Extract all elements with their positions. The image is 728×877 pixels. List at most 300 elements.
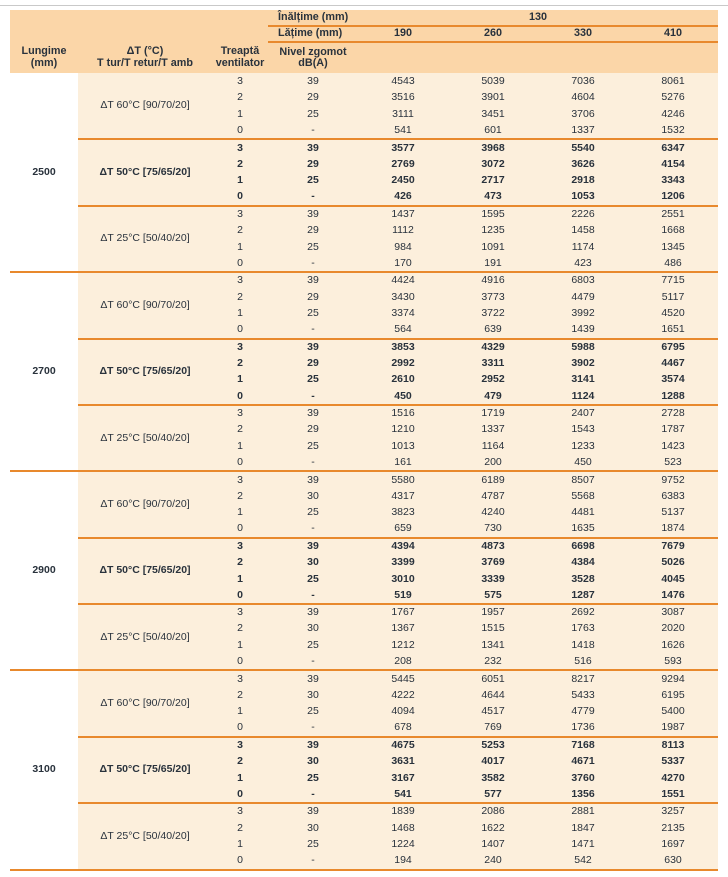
- value-cell-330: 3141: [538, 372, 628, 389]
- value-cell-190: 5580: [358, 471, 448, 488]
- value-cell-260: 4916: [448, 272, 538, 289]
- value-cell-330: 7168: [538, 737, 628, 754]
- value-cell-260: 1595: [448, 206, 538, 223]
- value-cell-330: 4481: [538, 504, 628, 521]
- value-cell-410: 1551: [628, 787, 718, 804]
- value-cell-190: 4317: [358, 488, 448, 505]
- value-cell-330: 5433: [538, 687, 628, 704]
- value-cell-410: 3574: [628, 372, 718, 389]
- noise-db-cell: 29: [268, 355, 358, 372]
- value-cell-330: 1439: [538, 322, 628, 339]
- noise-db-cell: 39: [268, 604, 358, 621]
- table-row: [10, 604, 718, 621]
- value-cell-410: 3087: [628, 604, 718, 621]
- value-cell-410: 5026: [628, 554, 718, 571]
- noise-db-cell: -: [268, 587, 358, 604]
- value-cell-260: 4329: [448, 339, 538, 356]
- table-row: [10, 206, 718, 223]
- value-cell-190: 1224: [358, 836, 448, 853]
- noise-db-cell: 30: [268, 687, 358, 704]
- value-cell-260: 639: [448, 322, 538, 339]
- value-cell-260: 3582: [448, 770, 538, 787]
- value-cell-190: 659: [358, 521, 448, 538]
- value-cell-260: 191: [448, 256, 538, 273]
- value-cell-410: 3343: [628, 173, 718, 190]
- noise-db-cell: -: [268, 521, 358, 538]
- value-cell-190: 4424: [358, 272, 448, 289]
- fan-step-cell: 0: [212, 455, 268, 472]
- value-cell-260: 601: [448, 123, 538, 140]
- noise-db-cell: -: [268, 654, 358, 671]
- value-cell-190: 2610: [358, 372, 448, 389]
- value-cell-190: 3631: [358, 753, 448, 770]
- fan-step-cell: 0: [212, 123, 268, 140]
- value-cell-410: 3257: [628, 803, 718, 820]
- delta-t-group-cell: ΔT 60°C [90/70/20]: [78, 73, 212, 139]
- value-cell-330: 3902: [538, 355, 628, 372]
- noise-db-cell: 30: [268, 753, 358, 770]
- fan-step-cell: 0: [212, 388, 268, 405]
- value-cell-330: 3760: [538, 770, 628, 787]
- fan-step-cell: 3: [212, 670, 268, 687]
- value-cell-410: 6383: [628, 488, 718, 505]
- value-cell-410: 486: [628, 256, 718, 273]
- value-cell-260: 1341: [448, 637, 538, 654]
- value-cell-330: 5988: [538, 339, 628, 356]
- value-cell-190: 5445: [358, 670, 448, 687]
- value-cell-190: 1468: [358, 820, 448, 837]
- value-cell-410: 5400: [628, 704, 718, 721]
- fan-step-column-header: Treaptă ventilator: [212, 42, 268, 73]
- fan-step-cell: 1: [212, 305, 268, 322]
- fan-step-cell: 2: [212, 222, 268, 239]
- value-cell-260: 2952: [448, 372, 538, 389]
- value-cell-190: 1013: [358, 438, 448, 455]
- noise-db-cell: -: [268, 388, 358, 405]
- noise-db-cell: 25: [268, 372, 358, 389]
- table-header: [10, 10, 718, 73]
- noise-db-cell: 25: [268, 305, 358, 322]
- value-cell-330: 8217: [538, 670, 628, 687]
- value-cell-260: 479: [448, 388, 538, 405]
- length-column-header: Lungime (mm): [10, 42, 78, 73]
- value-cell-330: 1124: [538, 388, 628, 405]
- value-cell-190: 426: [358, 189, 448, 206]
- noise-db-cell: 39: [268, 538, 358, 555]
- fan-step-cell: 3: [212, 139, 268, 156]
- value-cell-260: 3722: [448, 305, 538, 322]
- length-value-cell: 2900: [10, 471, 78, 670]
- value-cell-260: 1957: [448, 604, 538, 621]
- value-cell-330: 1763: [538, 621, 628, 638]
- fan-step-cell: 0: [212, 322, 268, 339]
- table-row: [10, 272, 718, 289]
- fan-step-cell: 0: [212, 587, 268, 604]
- value-cell-330: 542: [538, 853, 628, 870]
- value-cell-190: 3399: [358, 554, 448, 571]
- fan-step-cell: 1: [212, 106, 268, 123]
- width-label: Lățime (mm): [268, 26, 358, 42]
- value-cell-330: 1418: [538, 637, 628, 654]
- header-row-height: [10, 10, 718, 26]
- value-cell-190: 564: [358, 322, 448, 339]
- value-cell-260: 3339: [448, 571, 538, 588]
- value-cell-330: 5568: [538, 488, 628, 505]
- fan-step-cell: 3: [212, 538, 268, 555]
- noise-db-cell: 25: [268, 770, 358, 787]
- value-cell-260: 3773: [448, 289, 538, 306]
- value-cell-260: 769: [448, 720, 538, 737]
- noise-db-cell: 30: [268, 554, 358, 571]
- value-cell-190: 3010: [358, 571, 448, 588]
- value-cell-330: 3528: [538, 571, 628, 588]
- value-cell-260: 5039: [448, 73, 538, 90]
- value-cell-330: 4384: [538, 554, 628, 571]
- value-cell-330: 1543: [538, 421, 628, 438]
- fan-step-cell: 0: [212, 654, 268, 671]
- value-cell-190: 3823: [358, 504, 448, 521]
- value-cell-330: 2692: [538, 604, 628, 621]
- value-cell-190: 3374: [358, 305, 448, 322]
- noise-db-cell: -: [268, 787, 358, 804]
- value-cell-410: 5117: [628, 289, 718, 306]
- value-cell-260: 232: [448, 654, 538, 671]
- value-cell-190: 541: [358, 787, 448, 804]
- value-cell-190: 1767: [358, 604, 448, 621]
- value-cell-260: 730: [448, 521, 538, 538]
- value-cell-410: 593: [628, 654, 718, 671]
- value-cell-260: 3311: [448, 355, 538, 372]
- value-cell-410: 4246: [628, 106, 718, 123]
- fan-step-cell: 0: [212, 720, 268, 737]
- value-cell-190: 4094: [358, 704, 448, 721]
- noise-db-cell: 25: [268, 836, 358, 853]
- width-col-330: 330: [538, 26, 628, 42]
- value-cell-410: 5337: [628, 753, 718, 770]
- fan-step-cell: 0: [212, 521, 268, 538]
- value-cell-260: 1337: [448, 421, 538, 438]
- noise-db-cell: 29: [268, 156, 358, 173]
- value-cell-190: 4394: [358, 538, 448, 555]
- fan-step-cell: 2: [212, 687, 268, 704]
- fan-step-cell: 1: [212, 239, 268, 256]
- height-label: Înălțime (mm): [268, 10, 358, 26]
- value-cell-410: 8113: [628, 737, 718, 754]
- value-cell-410: 4154: [628, 156, 718, 173]
- value-cell-190: 1839: [358, 803, 448, 820]
- value-cell-190: 2992: [358, 355, 448, 372]
- value-cell-260: 1719: [448, 405, 538, 422]
- noise-db-cell: 39: [268, 339, 358, 356]
- noise-db-cell: 29: [268, 421, 358, 438]
- noise-db-cell: -: [268, 189, 358, 206]
- noise-db-cell: -: [268, 853, 358, 870]
- noise-db-cell: 25: [268, 239, 358, 256]
- fan-step-cell: 1: [212, 836, 268, 853]
- value-cell-410: 5137: [628, 504, 718, 521]
- value-cell-330: 1471: [538, 836, 628, 853]
- value-cell-410: 7679: [628, 538, 718, 555]
- noise-db-cell: 25: [268, 173, 358, 190]
- value-cell-410: 1206: [628, 189, 718, 206]
- value-cell-410: 630: [628, 853, 718, 870]
- value-cell-330: 1287: [538, 587, 628, 604]
- value-cell-410: 1651: [628, 322, 718, 339]
- value-cell-410: 5276: [628, 90, 718, 107]
- value-cell-330: 4604: [538, 90, 628, 107]
- value-cell-260: 4787: [448, 488, 538, 505]
- delta-t-group-cell: ΔT 25°C [50/40/20]: [78, 206, 212, 272]
- value-cell-190: 2769: [358, 156, 448, 173]
- noise-db-cell: 25: [268, 571, 358, 588]
- value-cell-330: 1356: [538, 787, 628, 804]
- value-cell-260: 4644: [448, 687, 538, 704]
- fan-step-cell: 1: [212, 704, 268, 721]
- fan-step-cell: 3: [212, 272, 268, 289]
- value-cell-410: 1787: [628, 421, 718, 438]
- value-cell-410: 4467: [628, 355, 718, 372]
- value-cell-410: 1423: [628, 438, 718, 455]
- noise-db-cell: 29: [268, 289, 358, 306]
- delta-t-column-header: ΔT (°C) T tur/T retur/T amb: [78, 42, 212, 73]
- value-cell-190: 3167: [358, 770, 448, 787]
- value-cell-410: 2135: [628, 820, 718, 837]
- value-cell-260: 1235: [448, 222, 538, 239]
- fan-step-cell: 1: [212, 571, 268, 588]
- value-cell-190: 3516: [358, 90, 448, 107]
- value-cell-410: 7715: [628, 272, 718, 289]
- value-cell-410: 4520: [628, 305, 718, 322]
- table-row: [10, 737, 718, 754]
- value-cell-330: 2881: [538, 803, 628, 820]
- table-row: [10, 803, 718, 820]
- value-cell-410: 1697: [628, 836, 718, 853]
- length-value-cell: 2500: [10, 73, 78, 272]
- fan-step-cell: 1: [212, 173, 268, 190]
- length-value-cell: 3100: [10, 670, 78, 869]
- value-cell-330: 1458: [538, 222, 628, 239]
- fan-step-cell: 3: [212, 339, 268, 356]
- value-cell-330: 4671: [538, 753, 628, 770]
- value-cell-410: 1476: [628, 587, 718, 604]
- fan-step-cell: 2: [212, 488, 268, 505]
- value-cell-410: 1987: [628, 720, 718, 737]
- fan-step-cell: 3: [212, 604, 268, 621]
- value-cell-190: 3853: [358, 339, 448, 356]
- value-cell-330: 2918: [538, 173, 628, 190]
- value-cell-330: 2226: [538, 206, 628, 223]
- value-cell-190: 208: [358, 654, 448, 671]
- header-row-width: [10, 26, 718, 42]
- noise-db-cell: -: [268, 720, 358, 737]
- table-row: [10, 670, 718, 687]
- value-cell-190: 519: [358, 587, 448, 604]
- value-cell-190: 1210: [358, 421, 448, 438]
- fan-step-cell: 2: [212, 820, 268, 837]
- value-cell-410: 1626: [628, 637, 718, 654]
- value-cell-190: 1112: [358, 222, 448, 239]
- value-cell-190: 3430: [358, 289, 448, 306]
- value-cell-260: 2086: [448, 803, 538, 820]
- fan-step-cell: 1: [212, 504, 268, 521]
- fan-step-cell: 2: [212, 621, 268, 638]
- value-cell-330: 4479: [538, 289, 628, 306]
- fan-step-cell: 3: [212, 405, 268, 422]
- width-col-190: 190: [358, 26, 448, 42]
- noise-db-cell: 30: [268, 621, 358, 638]
- fan-step-cell: 2: [212, 289, 268, 306]
- value-cell-410: 1668: [628, 222, 718, 239]
- fan-step-cell: 2: [212, 554, 268, 571]
- value-cell-190: 678: [358, 720, 448, 737]
- value-cell-410: 2551: [628, 206, 718, 223]
- value-cell-410: 1532: [628, 123, 718, 140]
- value-cell-410: 4270: [628, 770, 718, 787]
- noise-db-cell: 25: [268, 106, 358, 123]
- delta-t-group-cell: ΔT 50°C [75/65/20]: [78, 339, 212, 405]
- fan-step-cell: 0: [212, 787, 268, 804]
- value-cell-260: 473: [448, 189, 538, 206]
- delta-t-group-cell: ΔT 50°C [75/65/20]: [78, 139, 212, 205]
- value-cell-260: 6189: [448, 471, 538, 488]
- value-cell-260: 1622: [448, 820, 538, 837]
- noise-db-cell: 39: [268, 272, 358, 289]
- table-row: [10, 139, 718, 156]
- value-cell-190: 1516: [358, 405, 448, 422]
- value-cell-410: 6195: [628, 687, 718, 704]
- table-row: [10, 538, 718, 555]
- value-cell-190: 4222: [358, 687, 448, 704]
- value-cell-330: 6803: [538, 272, 628, 289]
- table-row: [10, 73, 718, 90]
- value-cell-330: 2407: [538, 405, 628, 422]
- value-cell-260: 1515: [448, 621, 538, 638]
- value-cell-190: 4543: [358, 73, 448, 90]
- noise-db-cell: 39: [268, 737, 358, 754]
- delta-t-group-cell: ΔT 25°C [50/40/20]: [78, 803, 212, 869]
- fan-step-cell: 1: [212, 372, 268, 389]
- noise-db-cell: 30: [268, 820, 358, 837]
- value-cell-190: 194: [358, 853, 448, 870]
- value-cell-190: 161: [358, 455, 448, 472]
- value-cell-190: 170: [358, 256, 448, 273]
- fan-step-cell: 3: [212, 737, 268, 754]
- value-cell-190: 1437: [358, 206, 448, 223]
- value-cell-260: 4240: [448, 504, 538, 521]
- value-cell-330: 4779: [538, 704, 628, 721]
- delta-t-group-cell: ΔT 60°C [90/70/20]: [78, 471, 212, 537]
- header-blank: [358, 42, 718, 73]
- value-cell-330: 5540: [538, 139, 628, 156]
- fan-step-cell: 2: [212, 90, 268, 107]
- fan-step-cell: 0: [212, 853, 268, 870]
- value-cell-330: 1174: [538, 239, 628, 256]
- fan-step-cell: 3: [212, 206, 268, 223]
- value-cell-410: 9294: [628, 670, 718, 687]
- table-row: [10, 339, 718, 356]
- value-cell-260: 200: [448, 455, 538, 472]
- page-top-divider: [0, 5, 728, 6]
- noise-db-cell: -: [268, 256, 358, 273]
- fan-step-cell: 3: [212, 471, 268, 488]
- value-cell-190: 1367: [358, 621, 448, 638]
- noise-db-cell: 25: [268, 637, 358, 654]
- fan-step-cell: 1: [212, 637, 268, 654]
- value-cell-330: 516: [538, 654, 628, 671]
- value-cell-410: 2728: [628, 405, 718, 422]
- value-cell-190: 3111: [358, 106, 448, 123]
- value-cell-330: 8507: [538, 471, 628, 488]
- noise-db-cell: 30: [268, 488, 358, 505]
- value-cell-190: 450: [358, 388, 448, 405]
- header-row-labels: [10, 42, 718, 73]
- value-cell-260: 4017: [448, 753, 538, 770]
- value-cell-410: 1874: [628, 521, 718, 538]
- value-cell-330: 3992: [538, 305, 628, 322]
- value-cell-190: 3577: [358, 139, 448, 156]
- noise-db-cell: -: [268, 455, 358, 472]
- value-cell-260: 577: [448, 787, 538, 804]
- fan-step-cell: 1: [212, 438, 268, 455]
- height-value: 130: [358, 10, 718, 26]
- width-col-410: 410: [628, 26, 718, 42]
- value-cell-260: 3901: [448, 90, 538, 107]
- delta-t-group-cell: ΔT 50°C [75/65/20]: [78, 538, 212, 604]
- value-cell-260: 575: [448, 587, 538, 604]
- value-cell-260: 6051: [448, 670, 538, 687]
- noise-db-cell: 29: [268, 222, 358, 239]
- value-cell-330: 3626: [538, 156, 628, 173]
- delta-t-group-cell: ΔT 60°C [90/70/20]: [78, 670, 212, 736]
- fan-step-cell: 2: [212, 753, 268, 770]
- delta-t-group-cell: ΔT 25°C [50/40/20]: [78, 604, 212, 670]
- delta-t-group-cell: ΔT 25°C [50/40/20]: [78, 405, 212, 471]
- noise-db-cell: 39: [268, 803, 358, 820]
- noise-db-cell: 39: [268, 139, 358, 156]
- width-col-260: 260: [448, 26, 538, 42]
- value-cell-260: 1091: [448, 239, 538, 256]
- length-value-cell: 2700: [10, 272, 78, 471]
- table-row: [10, 471, 718, 488]
- value-cell-330: 6698: [538, 538, 628, 555]
- value-cell-190: 541: [358, 123, 448, 140]
- fan-step-cell: 3: [212, 803, 268, 820]
- value-cell-330: 1847: [538, 820, 628, 837]
- value-cell-410: 1288: [628, 388, 718, 405]
- value-cell-190: 4675: [358, 737, 448, 754]
- value-cell-410: 8061: [628, 73, 718, 90]
- value-cell-330: 1233: [538, 438, 628, 455]
- delta-t-group-cell: ΔT 50°C [75/65/20]: [78, 737, 212, 803]
- value-cell-410: 6795: [628, 339, 718, 356]
- header-blank: [10, 26, 268, 42]
- value-cell-410: 4045: [628, 571, 718, 588]
- value-cell-260: 1407: [448, 836, 538, 853]
- value-cell-190: 2450: [358, 173, 448, 190]
- value-cell-330: 1736: [538, 720, 628, 737]
- noise-db-cell: 25: [268, 704, 358, 721]
- fan-step-cell: 2: [212, 355, 268, 372]
- fan-step-cell: 1: [212, 770, 268, 787]
- value-cell-410: 1345: [628, 239, 718, 256]
- value-cell-330: 3706: [538, 106, 628, 123]
- table-body: [10, 73, 718, 870]
- value-cell-260: 3451: [448, 106, 538, 123]
- noise-db-cell: 39: [268, 73, 358, 90]
- value-cell-260: 3072: [448, 156, 538, 173]
- value-cell-330: 423: [538, 256, 628, 273]
- value-cell-330: 1053: [538, 189, 628, 206]
